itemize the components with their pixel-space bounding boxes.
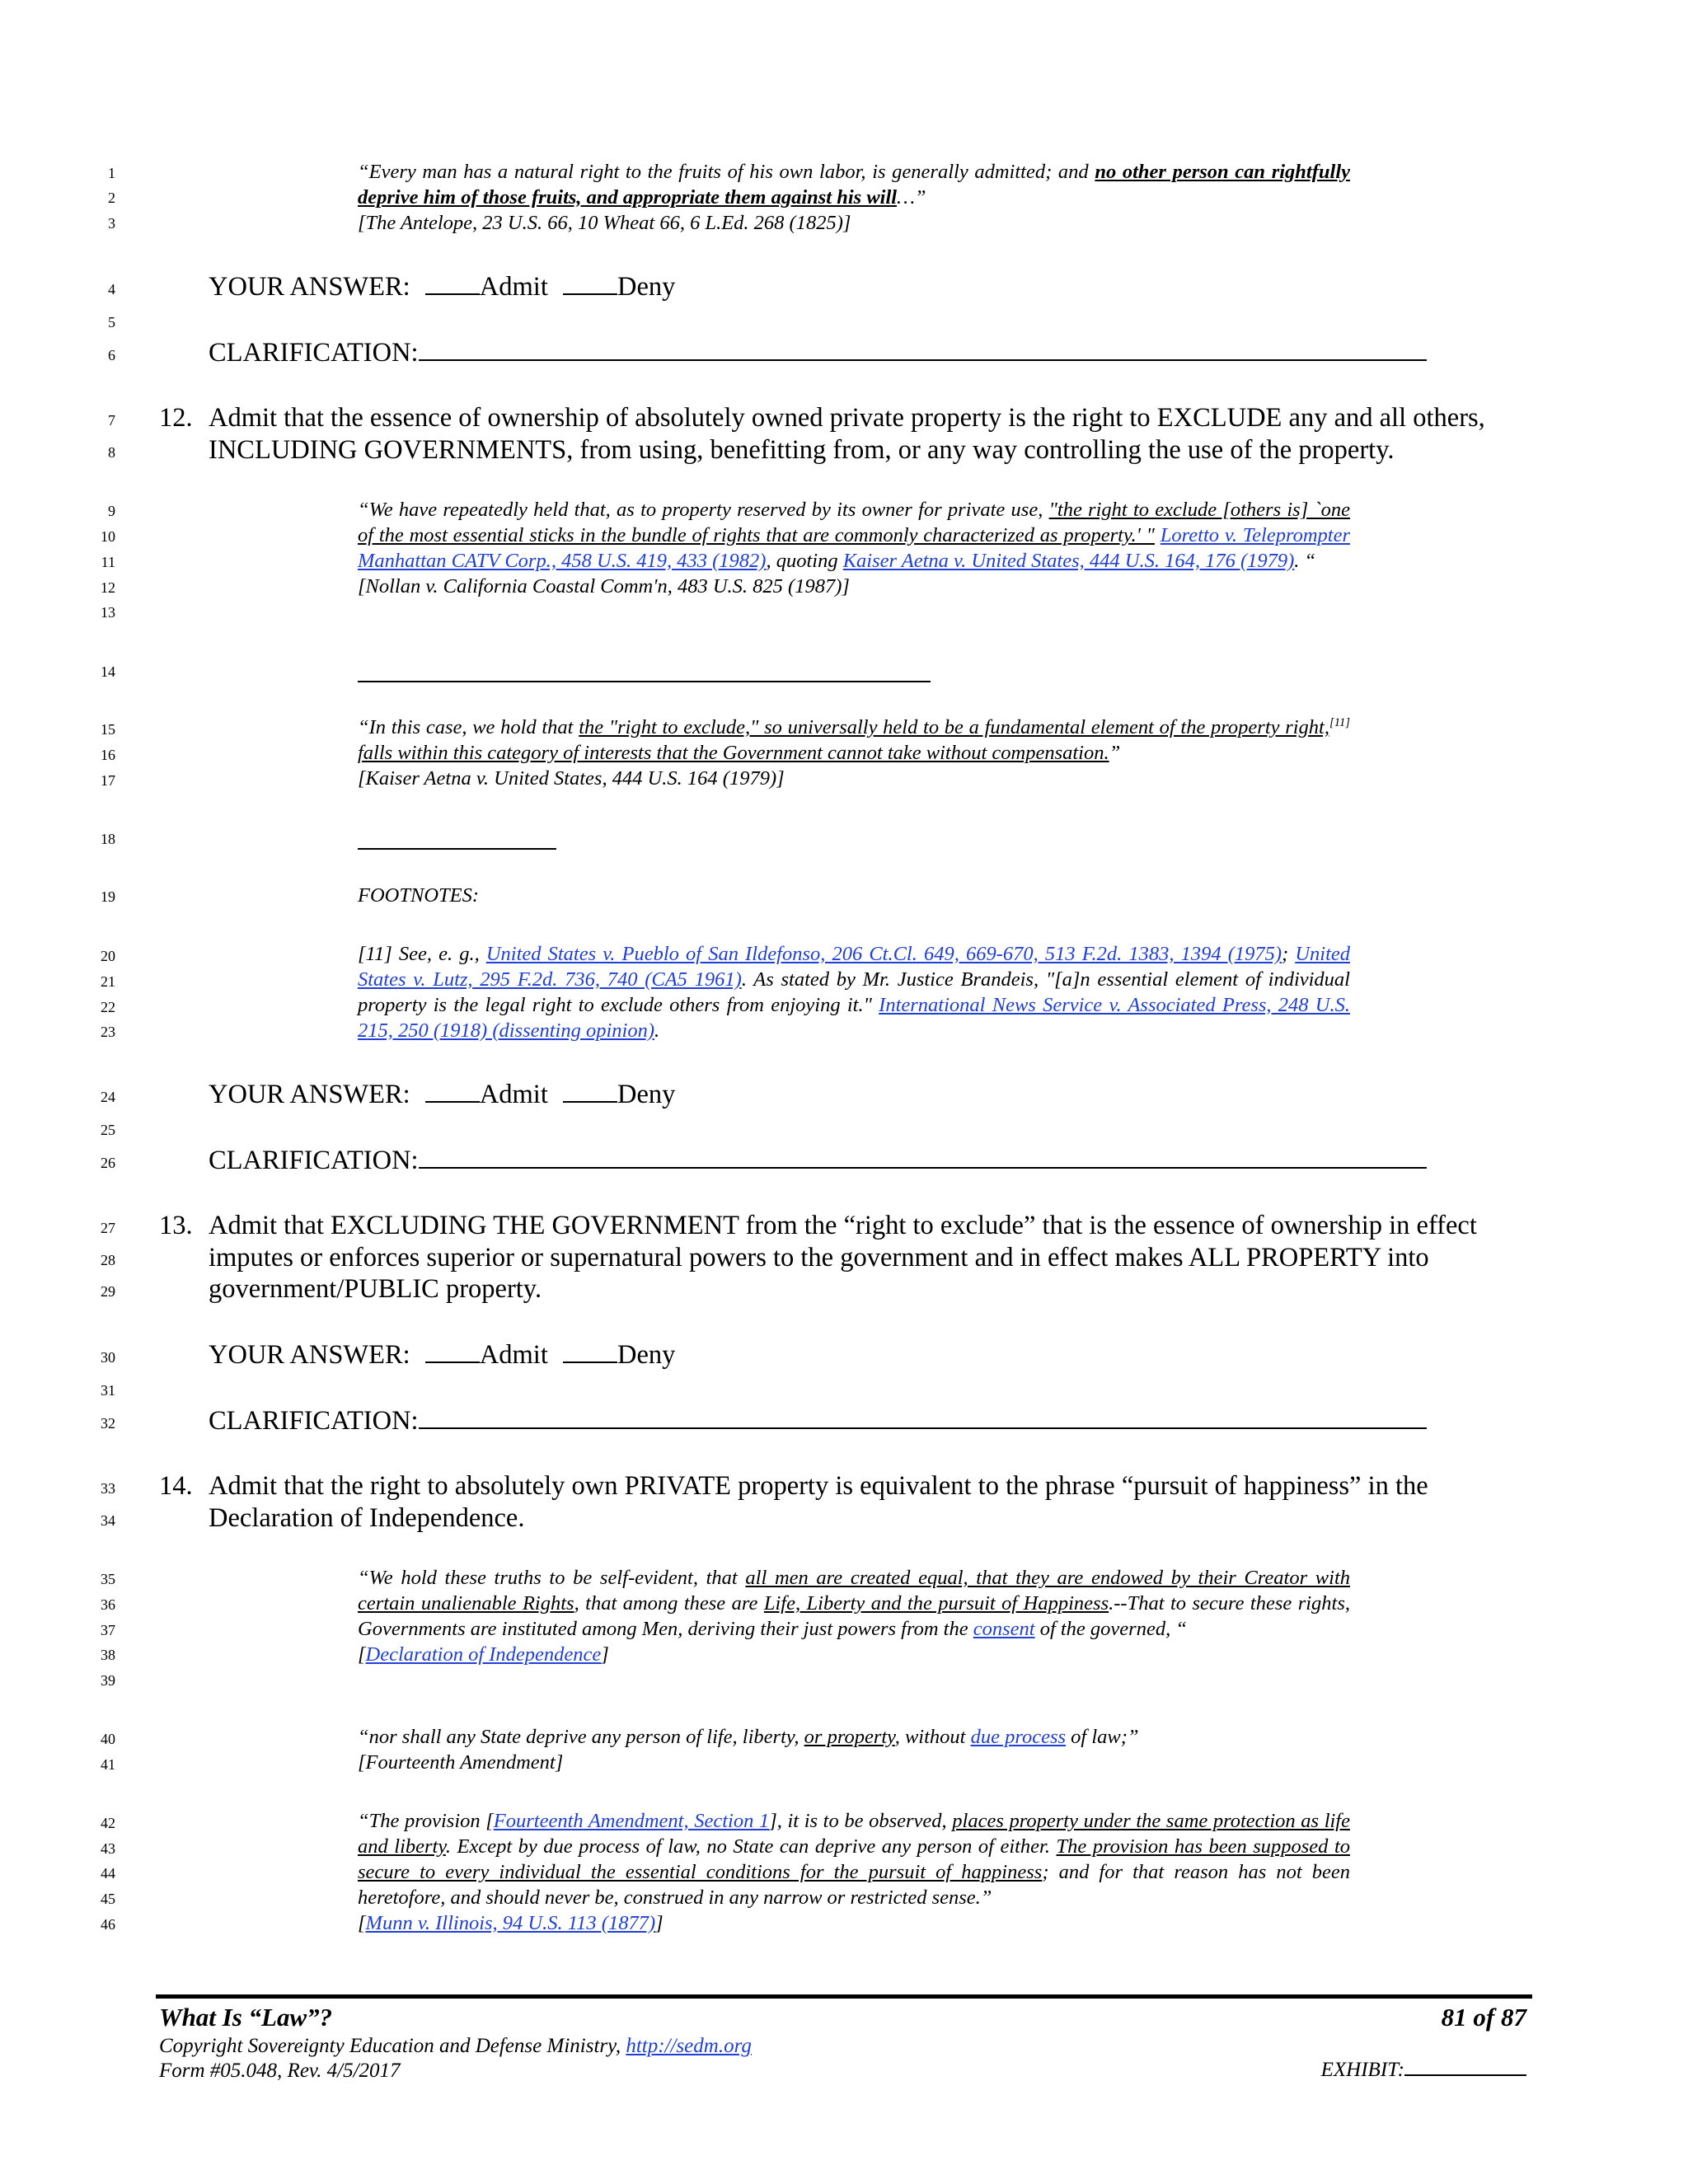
line-number: 25 [101,1122,115,1138]
footer-exhibit: EXHIBIT: [1321,2058,1526,2082]
line-number: 34 [101,1512,115,1529]
item-14-text: Admit that the right to absolutely own PRIVATE property is equivalent to the phrase “pursuit of happiness” in the Declaration of Independence. [209,1471,1428,1533]
line-number: 41 [101,1756,115,1773]
link-kaiser-aetna[interactable]: Kaiser Aetna v. United States, 444 U.S. 164, 176 (1979) [842,549,1295,572]
item-number: 14. [159,1471,193,1501]
footer-copyright: Copyright Sovereignty Education and Defense Ministry, http://sedm.org [159,2035,752,2057]
line-number: 38 [101,1647,115,1663]
clarification-row: CLARIFICATION: [209,1405,1527,1437]
deny-blank[interactable] [563,272,617,295]
admit-blank[interactable] [425,272,480,295]
quote-munn: “The provision [Fourteenth Amendment, Section 1], it is to be observed, places property under the same protection as life and liberty. Except by due process of law, no State can deprive any person of either. The provision has been supposed to secure to every individual the essential conditions for the pursuit of happiness; and for that reason has not been heretofore, and should never be, construed in any narrow or restricted sense.” [Munn v. Illinois, 94 U.S. 113 (1877)] [358,1809,1350,1937]
line-number: 6 [108,347,115,363]
line-number: 3 [108,215,115,232]
your-answer-row: YOUR ANSWER: Admit Deny [209,272,676,302]
quote-fourteenth-amendment: “nor shall any State deprive any person of life, liberty, or property, without due process of law;” [Fourteenth Amendment] [358,1725,1350,1776]
line-number: 32 [101,1415,115,1432]
link-lutz[interactable]: United States v. Lutz, 295 F.2d. 736, 740 (CA5 1961) [358,943,1350,991]
your-answer-row: YOUR ANSWER: Admit Deny [209,1340,676,1370]
item-12-text: Admit that the essence of ownership of absolutely owned private property is the right to EXCLUDE any and all others, INCLUDING GOVERNMENTS, from using, benefitting from, or any way controlling the use of the property. [209,403,1485,465]
line-number: 2 [108,190,115,206]
clarification-row: CLARIFICATION: [209,1145,1527,1177]
line-number: 46 [101,1916,115,1933]
admit-blank[interactable] [425,1080,480,1103]
line-number: 20 [101,948,115,964]
link-due-process[interactable]: due process [970,1726,1067,1748]
line-number: 11 [101,554,115,570]
line-number: 17 [101,772,115,789]
citation: [The Antelope, 23 U.S. 66, 10 Wheat 66, 6 L.Ed. 268 (1825)] [358,211,851,234]
deny-blank[interactable] [563,1080,617,1103]
separator-line [358,848,556,850]
page-number: 81 of 87 [1441,2003,1526,2032]
line-number: 44 [101,1865,115,1882]
link-munn-v-illinois[interactable]: Munn v. Illinois, 94 U.S. 113 (1877) [365,1911,656,1934]
footer-title: What Is “Law”? [159,2003,333,2032]
citation: [Declaration of Independence] [358,1643,609,1666]
your-answer-row: YOUR ANSWER: Admit Deny [209,1080,676,1109]
line-number: 40 [101,1731,115,1747]
clarification-row: CLARIFICATION: [209,337,1527,369]
line-number: 19 [101,888,115,905]
exhibit-blank[interactable] [1404,2058,1526,2076]
line-number: 28 [101,1252,115,1268]
line-number: 14 [101,663,115,680]
line-number: 23 [101,1024,115,1040]
line-number: 30 [101,1349,115,1366]
link-declaration-of-independence[interactable]: Declaration of Independence [365,1643,602,1666]
link-pueblo[interactable]: United States v. Pueblo of San Ildefonso, 206 Ct.Cl. 649, 669-670, 513 F.2d. 1383, 1394 (1975) [485,943,1282,965]
line-number: 21 [101,973,115,990]
line-number: 9 [108,503,115,519]
link-consent[interactable]: consent [973,1617,1035,1640]
line-number: 45 [101,1891,115,1907]
line-number: 22 [101,999,115,1015]
line-number: 18 [101,831,115,847]
quote-kaiser: “In this case, we hold that the "right to exclude," so universally held to be a fundamental element of the property right,[11] falls within this category of interests that the Government cannot take without compensation.” [Kaiser Aetna v. United States, 444 U.S. 164 (1979)] [358,715,1350,792]
line-number: 26 [101,1155,115,1171]
line-number: 36 [101,1596,115,1613]
link-fourteenth-amendment-section-1[interactable]: Fourteenth Amendment, Section 1 [493,1810,770,1832]
quote-declaration: “We hold these truths to be self-evident, that all men are created equal, that they are endowed by their Creator with certain unalienable Rights, that among these are Life, Liberty and the pursuit of Happiness.--That to secure these rights, Governments are instituted among Men, deriving their just powers from the consent of the governed, “ [Declaration of Independence] [358,1566,1350,1668]
clarification-blank[interactable] [419,1146,1427,1169]
quote-antelope: “Every man has a natural right to the fruits of his own labor, is generally admitted; and no other person can rightfully deprive him of those fruits, and appropriate them against his will…” [The Antelope, 23 U.S. 66, 10 Wheat 66, 6 L.Ed. 268 (1825)] [358,160,1350,237]
line-number: 1 [108,165,115,181]
item-number: 13. [159,1211,193,1240]
footnotes-label: FOOTNOTES: [358,884,480,907]
line-number: 35 [101,1571,115,1587]
footer-rule [156,1994,1532,1999]
quote-nollan: “We have repeatedly held that, as to property reserved by its owner for private use, "the right to exclude [others is] `one of the most essential sticks in the bundle of rights that are commonly characterized as property.' " Loretto v. Teleprompter Manhattan CATV Corp., 458 U.S. 419, 433 (1982), quoting Kaiser Aetna v. United States, 444 U.S. 164, 176 (1979). “ [Nollan v. California Coastal Comm'n, 483 U.S. 825 (1987)] [358,498,1350,600]
line-number: 29 [101,1283,115,1300]
line-number: 33 [101,1480,115,1497]
link-ins-v-ap[interactable]: International News Service v. Associated Press, 248 U.S. 215, 250 (1918) (dissenting opinion) [358,993,1350,1042]
link-loretto[interactable]: Loretto v. Teleprompter Manhattan CATV Corp., 458 U.S. 419, 433 (1982) [358,523,1351,572]
deny-blank[interactable] [563,1340,617,1363]
citation: [Nollan v. California Coastal Comm'n, 483 U.S. 825 (1987)] [358,574,850,598]
line-number: 4 [108,281,115,298]
line-number: 8 [108,444,115,461]
line-number: 15 [101,721,115,738]
separator-line [358,681,931,682]
line-number: 27 [101,1220,115,1236]
line-number: 39 [101,1672,115,1689]
citation: [Munn v. Illinois, 94 U.S. 113 (1877)] [358,1911,663,1934]
admit-blank[interactable] [425,1340,480,1363]
line-number: 10 [101,528,115,545]
line-number: 7 [108,412,115,429]
line-number: 12 [101,579,115,596]
item-13-text: Admit that EXCLUDING THE GOVERNMENT from the “right to exclude” that is the essence of ownership in effect imputes or enforces superior or supernatural powers to the government and in effect makes ALL PROPERTY into government/PUBLIC property. [209,1211,1477,1304]
line-number: 37 [101,1622,115,1638]
citation: [Fourteenth Amendment] [358,1750,564,1774]
line-number: 13 [101,604,115,621]
clarification-blank[interactable] [419,1406,1427,1429]
line-number: 31 [101,1382,115,1399]
clarification-blank[interactable] [419,338,1427,361]
link-sedm[interactable]: http://sedm.org [626,2035,752,2057]
line-number: 24 [101,1089,115,1105]
line-number: 42 [101,1815,115,1831]
item-number: 12. [159,403,193,433]
line-number: 16 [101,747,115,763]
footnote-11: [11] See, e. g., United States v. Pueblo of San Ildefonso, 206 Ct.Cl. 649, 669-670, 513 F.2d. 1383, 1394 (1975); United States v. Lutz, 295 F.2d. 736, 740 (CA5 1961). As stated by Mr. Justice Brandeis, "[a]n essential element of individual property is the legal right to exclude others from enjoying it." International News Service v. Associated Press, 248 U.S. 215, 250 (1918) (dissenting opinion). [358,943,1350,1042]
line-number: 43 [101,1840,115,1857]
footer-form: Form #05.048, Rev. 4/5/2017 [159,2060,401,2082]
citation: [Kaiser Aetna v. United States, 444 U.S. 164 (1979)] [358,766,785,790]
line-number: 5 [108,314,115,330]
